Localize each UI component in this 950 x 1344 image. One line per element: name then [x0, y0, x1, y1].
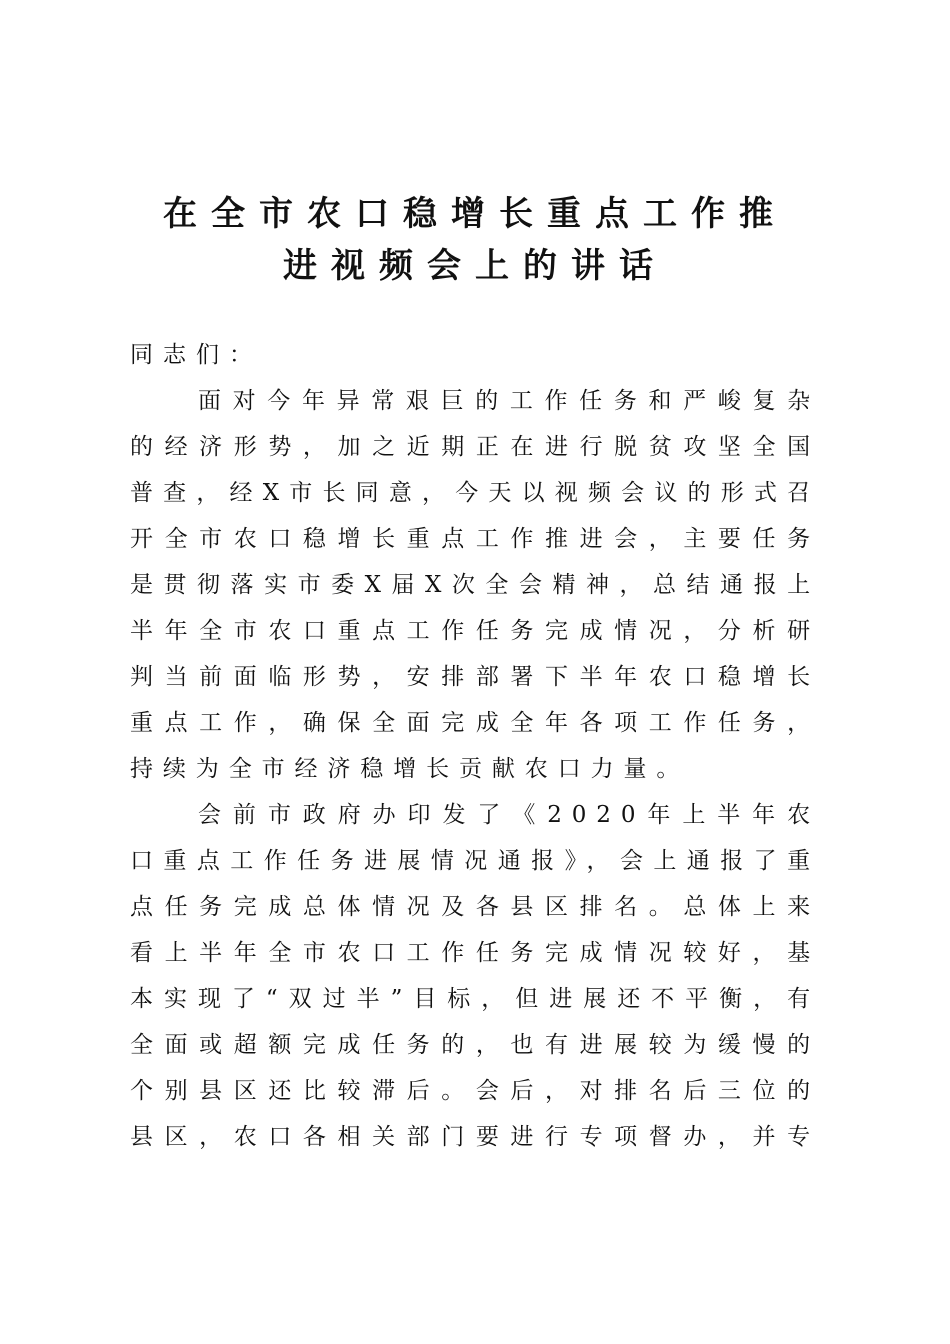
paragraph-1: 面对今年异常艰巨的工作任务和严峻复杂的经济形势，加之近期正在进行脱贫攻坚全国普查，经X市长同意，今天以视频会议的形式召开全市农口稳增长重点工作推进会，主要任务是贯彻落实市委X届X次全会精神，总结通报上半年全市农口重点工作任务完成情况，分析研判当前面临形势，安排部署下半年农口稳增长重点工作，确保全面完成全年各项工作任务，持续为全市经济稳增长贡献农口力量。: [130, 388, 820, 782]
title-line-1: 在全市农口稳增长重点工作推: [163, 194, 787, 234]
document-title: [0, 188, 950, 292]
paragraph-2: 会前市政府办印发了《2020年上半年农口重点工作任务进展情况通报》，会上通报了重点任务完成总体情况及各县区排名。总体上来看上半年全市农口工作任务完成情况较好，基本实现了“双过半”目标，但进展还不平衡，有全面或超额完成任务的，也有进展较为缓慢的个别县区还比较滞后。会后，对排名后三位的县区，农口各相关部门要进行专项督办，并专: [130, 802, 820, 1150]
document-body: [130, 332, 820, 1160]
salutation: 同志们：: [130, 342, 262, 368]
title-line-2: 进视频会上的讲话: [283, 246, 667, 286]
